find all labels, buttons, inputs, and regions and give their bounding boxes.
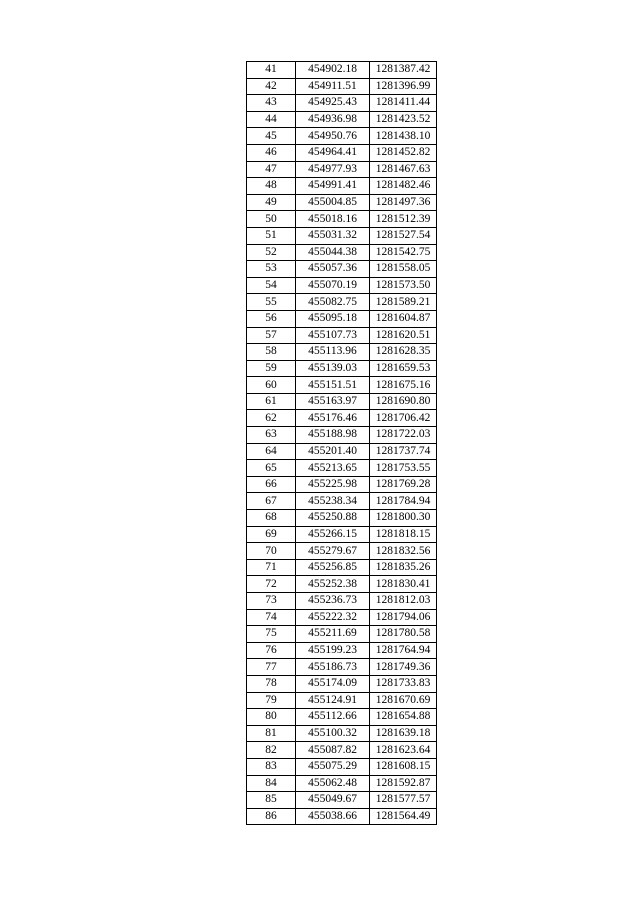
- table-row: [247, 377, 437, 394]
- y-coordinate-cell: 1281467.63: [370, 161, 437, 178]
- point-number-cell: 83: [247, 758, 296, 775]
- table-row: [247, 227, 437, 244]
- y-coordinate-cell: 1281764.94: [370, 642, 437, 659]
- table-row: [247, 758, 437, 775]
- table-row: [247, 709, 437, 726]
- table-row: [247, 360, 437, 377]
- x-coordinate-cell: 455057.36: [296, 261, 370, 278]
- coordinate-table: [246, 61, 437, 825]
- point-number-cell: 54: [247, 277, 296, 294]
- y-coordinate-cell: 1281564.49: [370, 808, 437, 825]
- y-coordinate-cell: 1281659.53: [370, 360, 437, 377]
- y-coordinate-cell: 1281675.16: [370, 377, 437, 394]
- table-row: [247, 510, 437, 527]
- point-number-cell: 85: [247, 792, 296, 809]
- table-row: [247, 742, 437, 759]
- table-row: [247, 675, 437, 692]
- table-row: [247, 62, 437, 79]
- point-number-cell: 56: [247, 310, 296, 327]
- point-number-cell: 50: [247, 211, 296, 228]
- x-coordinate-cell: 454991.41: [296, 178, 370, 195]
- point-number-cell: 73: [247, 593, 296, 610]
- point-number-cell: 81: [247, 725, 296, 742]
- y-coordinate-cell: 1281452.82: [370, 144, 437, 161]
- table-row: [247, 161, 437, 178]
- point-number-cell: 47: [247, 161, 296, 178]
- y-coordinate-cell: 1281639.18: [370, 725, 437, 742]
- table-row: [247, 427, 437, 444]
- x-coordinate-cell: 455100.32: [296, 725, 370, 742]
- x-coordinate-cell: 455250.88: [296, 510, 370, 527]
- point-number-cell: 86: [247, 808, 296, 825]
- point-number-cell: 51: [247, 227, 296, 244]
- point-number-cell: 64: [247, 443, 296, 460]
- x-coordinate-cell: 455201.40: [296, 443, 370, 460]
- point-number-cell: 44: [247, 111, 296, 128]
- y-coordinate-cell: 1281577.57: [370, 792, 437, 809]
- y-coordinate-cell: 1281780.58: [370, 626, 437, 643]
- y-coordinate-cell: 1281623.64: [370, 742, 437, 759]
- x-coordinate-cell: 455070.19: [296, 277, 370, 294]
- y-coordinate-cell: 1281830.41: [370, 576, 437, 593]
- y-coordinate-cell: 1281722.03: [370, 427, 437, 444]
- table-row: [247, 626, 437, 643]
- point-number-cell: 43: [247, 95, 296, 112]
- y-coordinate-cell: 1281832.56: [370, 543, 437, 560]
- y-coordinate-cell: 1281812.03: [370, 593, 437, 610]
- x-coordinate-cell: 455222.32: [296, 609, 370, 626]
- table-row: [247, 277, 437, 294]
- x-coordinate-cell: 455139.03: [296, 360, 370, 377]
- y-coordinate-cell: 1281620.51: [370, 327, 437, 344]
- table-row: [247, 294, 437, 311]
- x-coordinate-cell: 454911.51: [296, 78, 370, 95]
- table-row: [247, 642, 437, 659]
- table-row: [247, 543, 437, 560]
- table-row: [247, 593, 437, 610]
- point-number-cell: 68: [247, 510, 296, 527]
- y-coordinate-cell: 1281794.06: [370, 609, 437, 626]
- table-row: [247, 460, 437, 477]
- x-coordinate-cell: 455082.75: [296, 294, 370, 311]
- x-coordinate-cell: 455151.51: [296, 377, 370, 394]
- y-coordinate-cell: 1281818.15: [370, 526, 437, 543]
- table-row: [247, 310, 437, 327]
- x-coordinate-cell: 455176.46: [296, 410, 370, 427]
- x-coordinate-cell: 455031.32: [296, 227, 370, 244]
- y-coordinate-cell: 1281835.26: [370, 559, 437, 576]
- y-coordinate-cell: 1281628.35: [370, 344, 437, 361]
- table-row: [247, 410, 437, 427]
- y-coordinate-cell: 1281423.52: [370, 111, 437, 128]
- x-coordinate-cell: 455044.38: [296, 244, 370, 261]
- x-coordinate-cell: 455049.67: [296, 792, 370, 809]
- x-coordinate-cell: 455062.48: [296, 775, 370, 792]
- point-number-cell: 65: [247, 460, 296, 477]
- x-coordinate-cell: 455038.66: [296, 808, 370, 825]
- point-number-cell: 60: [247, 377, 296, 394]
- y-coordinate-cell: 1281396.99: [370, 78, 437, 95]
- table-row: [247, 178, 437, 195]
- table-row: [247, 128, 437, 145]
- y-coordinate-cell: 1281604.87: [370, 310, 437, 327]
- table-row: [247, 576, 437, 593]
- point-number-cell: 67: [247, 493, 296, 510]
- point-number-cell: 82: [247, 742, 296, 759]
- x-coordinate-cell: 455004.85: [296, 194, 370, 211]
- table-row: [247, 443, 437, 460]
- x-coordinate-cell: 455252.38: [296, 576, 370, 593]
- point-number-cell: 42: [247, 78, 296, 95]
- point-number-cell: 79: [247, 692, 296, 709]
- table-row: [247, 725, 437, 742]
- x-coordinate-cell: 455113.96: [296, 344, 370, 361]
- table-row: [247, 344, 437, 361]
- table-row: [247, 659, 437, 676]
- point-number-cell: 62: [247, 410, 296, 427]
- table-row: [247, 476, 437, 493]
- y-coordinate-cell: 1281589.21: [370, 294, 437, 311]
- x-coordinate-cell: 455211.69: [296, 626, 370, 643]
- table-row: [247, 792, 437, 809]
- x-coordinate-cell: 455213.65: [296, 460, 370, 477]
- x-coordinate-cell: 455107.73: [296, 327, 370, 344]
- y-coordinate-cell: 1281737.74: [370, 443, 437, 460]
- y-coordinate-cell: 1281527.54: [370, 227, 437, 244]
- x-coordinate-cell: 455188.98: [296, 427, 370, 444]
- x-coordinate-cell: 455225.98: [296, 476, 370, 493]
- y-coordinate-cell: 1281387.42: [370, 62, 437, 79]
- table-row: [247, 692, 437, 709]
- y-coordinate-cell: 1281690.80: [370, 393, 437, 410]
- x-coordinate-cell: 455266.15: [296, 526, 370, 543]
- point-number-cell: 53: [247, 261, 296, 278]
- point-number-cell: 69: [247, 526, 296, 543]
- point-number-cell: 84: [247, 775, 296, 792]
- table-row: [247, 493, 437, 510]
- x-coordinate-cell: 455186.73: [296, 659, 370, 676]
- point-number-cell: 71: [247, 559, 296, 576]
- point-number-cell: 57: [247, 327, 296, 344]
- x-coordinate-cell: 454936.98: [296, 111, 370, 128]
- point-number-cell: 77: [247, 659, 296, 676]
- point-number-cell: 63: [247, 427, 296, 444]
- table-row: [247, 78, 437, 95]
- table-row: [247, 609, 437, 626]
- y-coordinate-cell: 1281542.75: [370, 244, 437, 261]
- x-coordinate-cell: 455112.66: [296, 709, 370, 726]
- y-coordinate-cell: 1281784.94: [370, 493, 437, 510]
- x-coordinate-cell: 455018.16: [296, 211, 370, 228]
- point-number-cell: 66: [247, 476, 296, 493]
- y-coordinate-cell: 1281769.28: [370, 476, 437, 493]
- y-coordinate-cell: 1281497.36: [370, 194, 437, 211]
- table-row: [247, 261, 437, 278]
- y-coordinate-cell: 1281438.10: [370, 128, 437, 145]
- coordinate-table-body: [247, 62, 437, 825]
- table-row: [247, 211, 437, 228]
- y-coordinate-cell: 1281733.83: [370, 675, 437, 692]
- x-coordinate-cell: 454950.76: [296, 128, 370, 145]
- y-coordinate-cell: 1281512.39: [370, 211, 437, 228]
- x-coordinate-cell: 455124.91: [296, 692, 370, 709]
- y-coordinate-cell: 1281573.50: [370, 277, 437, 294]
- y-coordinate-cell: 1281654.88: [370, 709, 437, 726]
- point-number-cell: 75: [247, 626, 296, 643]
- table-row: [247, 244, 437, 261]
- y-coordinate-cell: 1281706.42: [370, 410, 437, 427]
- table-row: [247, 194, 437, 211]
- y-coordinate-cell: 1281592.87: [370, 775, 437, 792]
- point-number-cell: 52: [247, 244, 296, 261]
- x-coordinate-cell: 455238.34: [296, 493, 370, 510]
- x-coordinate-cell: 455279.67: [296, 543, 370, 560]
- point-number-cell: 58: [247, 344, 296, 361]
- table-row: [247, 526, 437, 543]
- point-number-cell: 41: [247, 62, 296, 79]
- y-coordinate-cell: 1281558.05: [370, 261, 437, 278]
- x-coordinate-cell: 455199.23: [296, 642, 370, 659]
- x-coordinate-cell: 455256.85: [296, 559, 370, 576]
- point-number-cell: 49: [247, 194, 296, 211]
- point-number-cell: 48: [247, 178, 296, 195]
- y-coordinate-cell: 1281482.46: [370, 178, 437, 195]
- table-row: [247, 95, 437, 112]
- x-coordinate-cell: 455075.29: [296, 758, 370, 775]
- x-coordinate-cell: 455095.18: [296, 310, 370, 327]
- x-coordinate-cell: 455174.09: [296, 675, 370, 692]
- point-number-cell: 70: [247, 543, 296, 560]
- y-coordinate-cell: 1281800.30: [370, 510, 437, 527]
- point-number-cell: 59: [247, 360, 296, 377]
- point-number-cell: 76: [247, 642, 296, 659]
- y-coordinate-cell: 1281670.69: [370, 692, 437, 709]
- table-row: [247, 775, 437, 792]
- point-number-cell: 46: [247, 144, 296, 161]
- y-coordinate-cell: 1281753.55: [370, 460, 437, 477]
- point-number-cell: 72: [247, 576, 296, 593]
- point-number-cell: 80: [247, 709, 296, 726]
- y-coordinate-cell: 1281749.36: [370, 659, 437, 676]
- point-number-cell: 45: [247, 128, 296, 145]
- table-row: [247, 393, 437, 410]
- x-coordinate-cell: 454964.41: [296, 144, 370, 161]
- point-number-cell: 78: [247, 675, 296, 692]
- x-coordinate-cell: 455236.73: [296, 593, 370, 610]
- point-number-cell: 61: [247, 393, 296, 410]
- x-coordinate-cell: 454902.18: [296, 62, 370, 79]
- table-row: [247, 327, 437, 344]
- table-row: [247, 111, 437, 128]
- point-number-cell: 74: [247, 609, 296, 626]
- table-row: [247, 144, 437, 161]
- x-coordinate-cell: 455087.82: [296, 742, 370, 759]
- point-number-cell: 55: [247, 294, 296, 311]
- x-coordinate-cell: 454925.43: [296, 95, 370, 112]
- y-coordinate-cell: 1281608.15: [370, 758, 437, 775]
- y-coordinate-cell: 1281411.44: [370, 95, 437, 112]
- table-row: [247, 808, 437, 825]
- table-row: [247, 559, 437, 576]
- x-coordinate-cell: 455163.97: [296, 393, 370, 410]
- x-coordinate-cell: 454977.93: [296, 161, 370, 178]
